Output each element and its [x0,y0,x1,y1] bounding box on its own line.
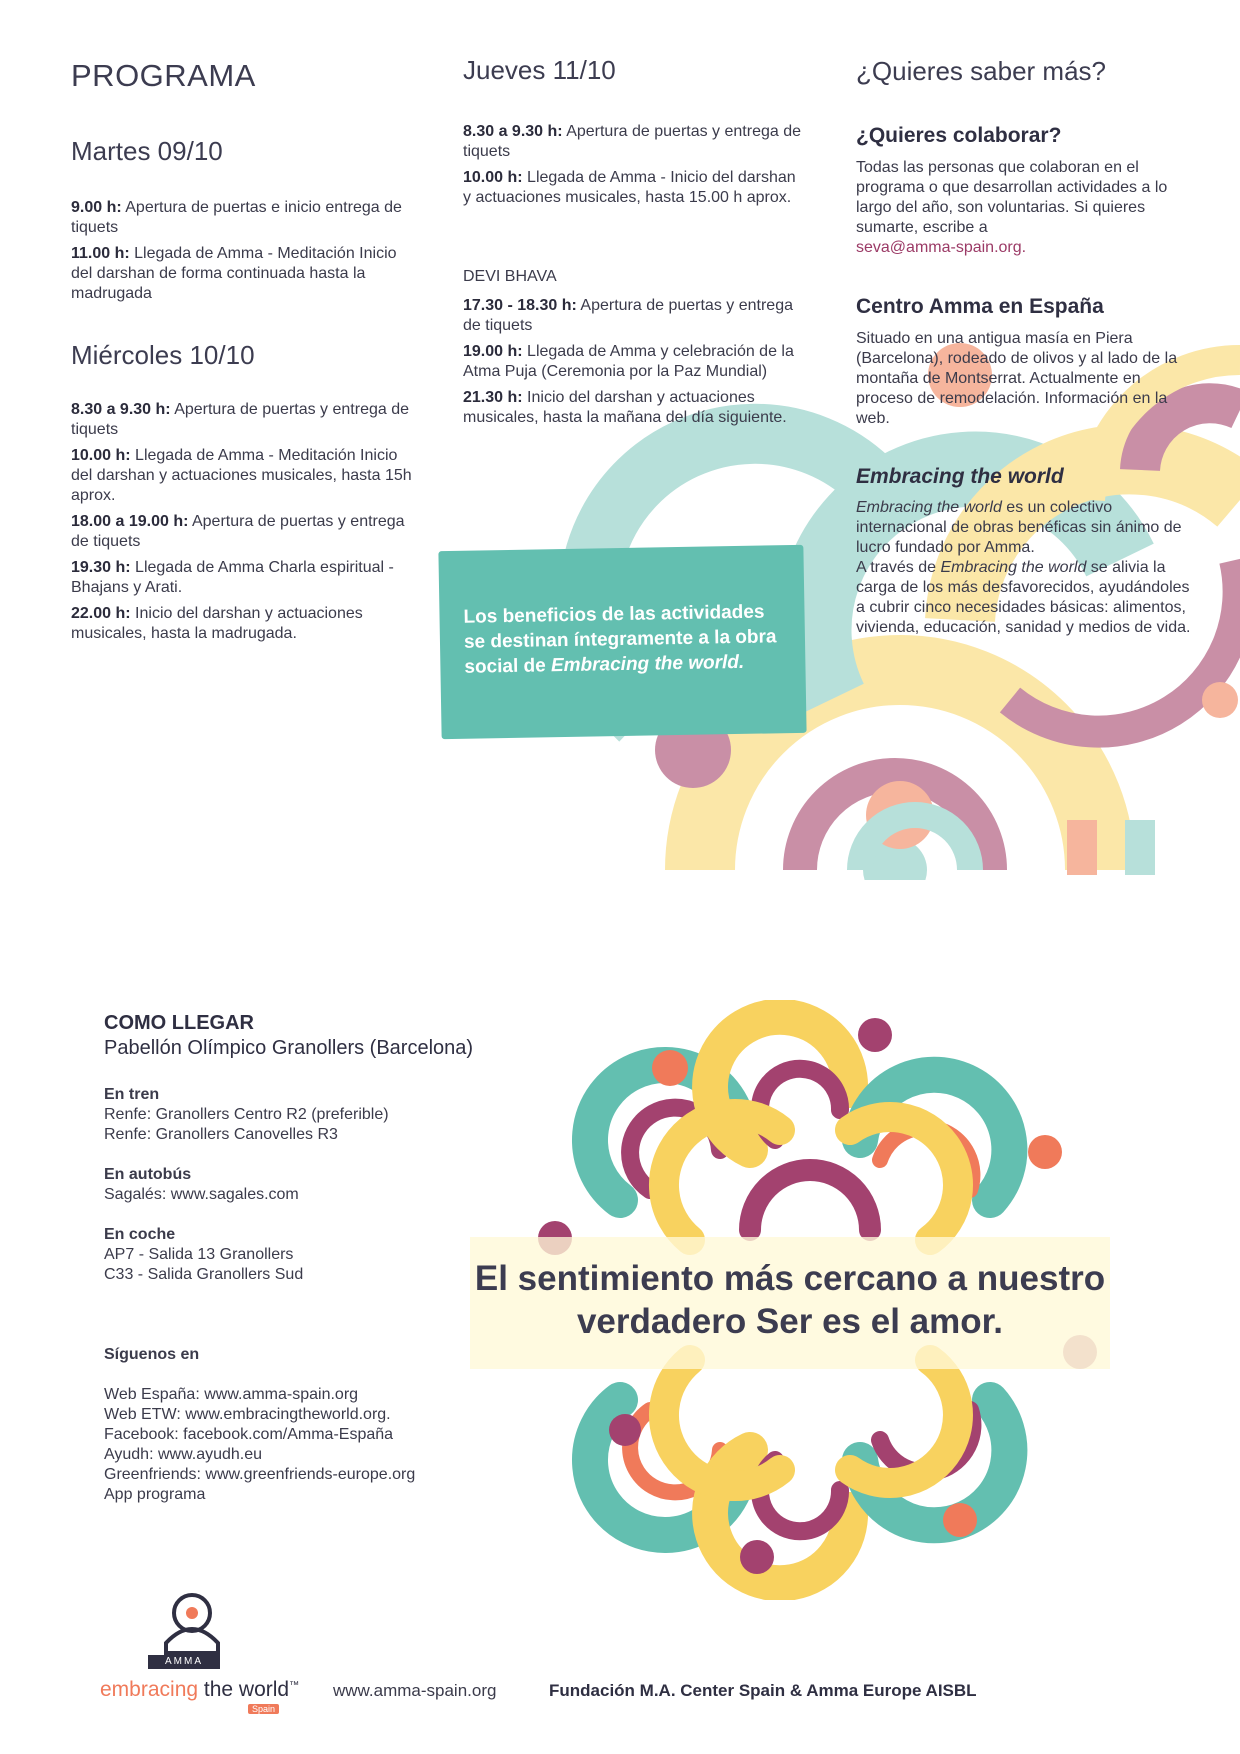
miercoles-entry: 18.00 a 19.00 h: Apertura de puertas y entrega de tiquets [71,513,405,550]
miercoles-entry: 8.30 a 9.30 h: Apertura de puertas y entrega de tiquets [71,401,410,438]
colaborar-heading: ¿Quieres colaborar? [856,124,1062,147]
martes-entry: 9.00 h: Apertura de puertas e inicio entrega de tiquets [71,199,402,236]
orange-dot-left [652,1050,688,1086]
orange-dot-right [1028,1135,1062,1169]
martes-heading: Martes 09/10 [71,136,223,166]
amma-logo-word: AMMA [148,1655,220,1669]
coche-label: En coche [104,1226,176,1243]
bus-label: En autobús [104,1166,192,1183]
bus-block [104,1165,504,1205]
miercoles-heading: Miércoles 10/10 [71,340,255,370]
brand-sub-badge: Spain [248,1704,279,1714]
footer-org: Fundación M.A. Center Spain & Amma Europe AISBL [549,1681,977,1700]
orange-dot-low [943,1503,977,1537]
social-link[interactable]: Greenfriends: www.greenfriends-europe.org [104,1466,416,1483]
plum-arc-mid [750,1170,870,1230]
programa-title: PROGRAMA [71,58,256,93]
etw-heading: Embracing the world [856,465,1064,488]
centro-text: Situado en una antigua masía en Piera (Barcelona), rodeado de olivos y al lado de la montaña de Montserrat. Actualmente en proceso de remodelación. Información en la web. [856,330,1178,427]
plum-dot-low [609,1414,641,1446]
amma-logo-icon [152,1585,232,1665]
siguenos-label: Síguenos en [104,1346,200,1363]
devi-entry: 19.00 h: Llegada de Amma y celebración de la Atma Puja (Ceremonia por la Paz Mundial) [463,343,794,380]
devi-entry: 17.30 - 18.30 h: Apertura de puertas y entrega de tiquets [463,297,793,334]
quote-line-1: El sentimiento más cercano a nuestro [474,1259,1106,1298]
etw-text: Embracing the world es un colectivo internacional de obras benéficas sin ánimo de lucro fundado por Amma. A través de Embracing the world se alivia la carga de los más desfavorecidos, ayudándoles a cubrir cinco necesidades básicas: alimentos, vivienda, educación, sanidad y medios de vida. [856,499,1191,636]
tren-line: Renfe: Granollers Canovelles R3 [104,1126,338,1143]
social-link[interactable]: Facebook: facebook.com/Amma-España [104,1426,394,1443]
martes-list [71,198,411,310]
plum-dot-top [858,1018,892,1052]
coche-line: C33 - Salida Granollers Sud [104,1266,304,1283]
centro-heading: Centro Amma en España [856,295,1104,318]
jueves-entry: 8.30 a 9.30 h: Apertura de puertas y entrega de tiquets [463,123,802,160]
info-title: ¿Quieres saber más? [856,56,1106,86]
benefits-banner [438,545,806,739]
tren-label: En tren [104,1086,160,1103]
jueves-list [463,122,803,214]
quote-text [440,1257,1140,1343]
brand-wordmark: embracing the world™ [100,1678,300,1701]
tren-line: Renfe: Granollers Centro R2 (preferible) [104,1106,389,1123]
martes-entry: 11.00 h: Llegada de Amma - Meditación Inicio del darshan de forma continuada hasta la madrugada [71,245,397,302]
miercoles-list [71,400,421,650]
colaborar-text: Todas las personas que colaboran en el programa o que desarrollan actividades a lo largo del año, son voluntarias. Si quieres sumarte, escribe a seva@amma-spain.org. [856,159,1168,256]
tren-block [104,1085,504,1145]
como-llegar-title: COMO LLEGAR [104,1012,254,1034]
coche-line: AP7 - Salida 13 Granollers [104,1246,294,1263]
siguenos-list [104,1385,544,1505]
footer-url[interactable]: www.amma-spain.org [333,1681,497,1700]
social-link[interactable]: Web ETW: www.embracingtheworld.org. [104,1406,391,1423]
miercoles-entry: 22.00 h: Inicio del darshan y actuaciones musicales, hasta la madrugada. [71,605,363,642]
social-link[interactable]: Web España: www.amma-spain.org [104,1386,359,1403]
plum-dot-bottom [740,1540,774,1574]
bus-line: Sagalés: www.sagales.com [104,1186,299,1203]
miercoles-entry: 19.30 h: Llegada de Amma Charla espiritual - Bhajans y Arati. [71,559,394,596]
social-link[interactable]: App programa [104,1486,206,1503]
devi-bhava-list [463,296,803,434]
quote-line-2: verdadero Ser es el amor. [576,1302,1004,1341]
seva-email-link[interactable]: seva@amma-spain.org. [856,239,1027,256]
jueves-heading: Jueves 11/10 [463,55,616,85]
devi-bhava-label: DEVI BHAVA [463,268,557,285]
jueves-entry: 10.00 h: Llegada de Amma - Inicio del darshan y actuaciones musicales, hasta 15.00 h aprox. [463,169,796,206]
benefits-text: Los beneficios de las actividades se destinan íntegramente a la obra social de Embracing the world. [463,601,777,678]
miercoles-entry: 10.00 h: Llegada de Amma - Meditación Inicio del darshan y actuaciones musicales, hasta 15h aprox. [71,447,412,504]
coral-dot-mid [1202,682,1238,718]
devi-entry: 21.30 h: Inicio del darshan y actuaciones musicales, hasta la mañana del día siguiente. [463,389,787,426]
social-link[interactable]: Ayudh: www.ayudh.eu [104,1446,263,1463]
venue-name: Pabellón Olímpico Granollers (Barcelona) [104,1037,474,1059]
